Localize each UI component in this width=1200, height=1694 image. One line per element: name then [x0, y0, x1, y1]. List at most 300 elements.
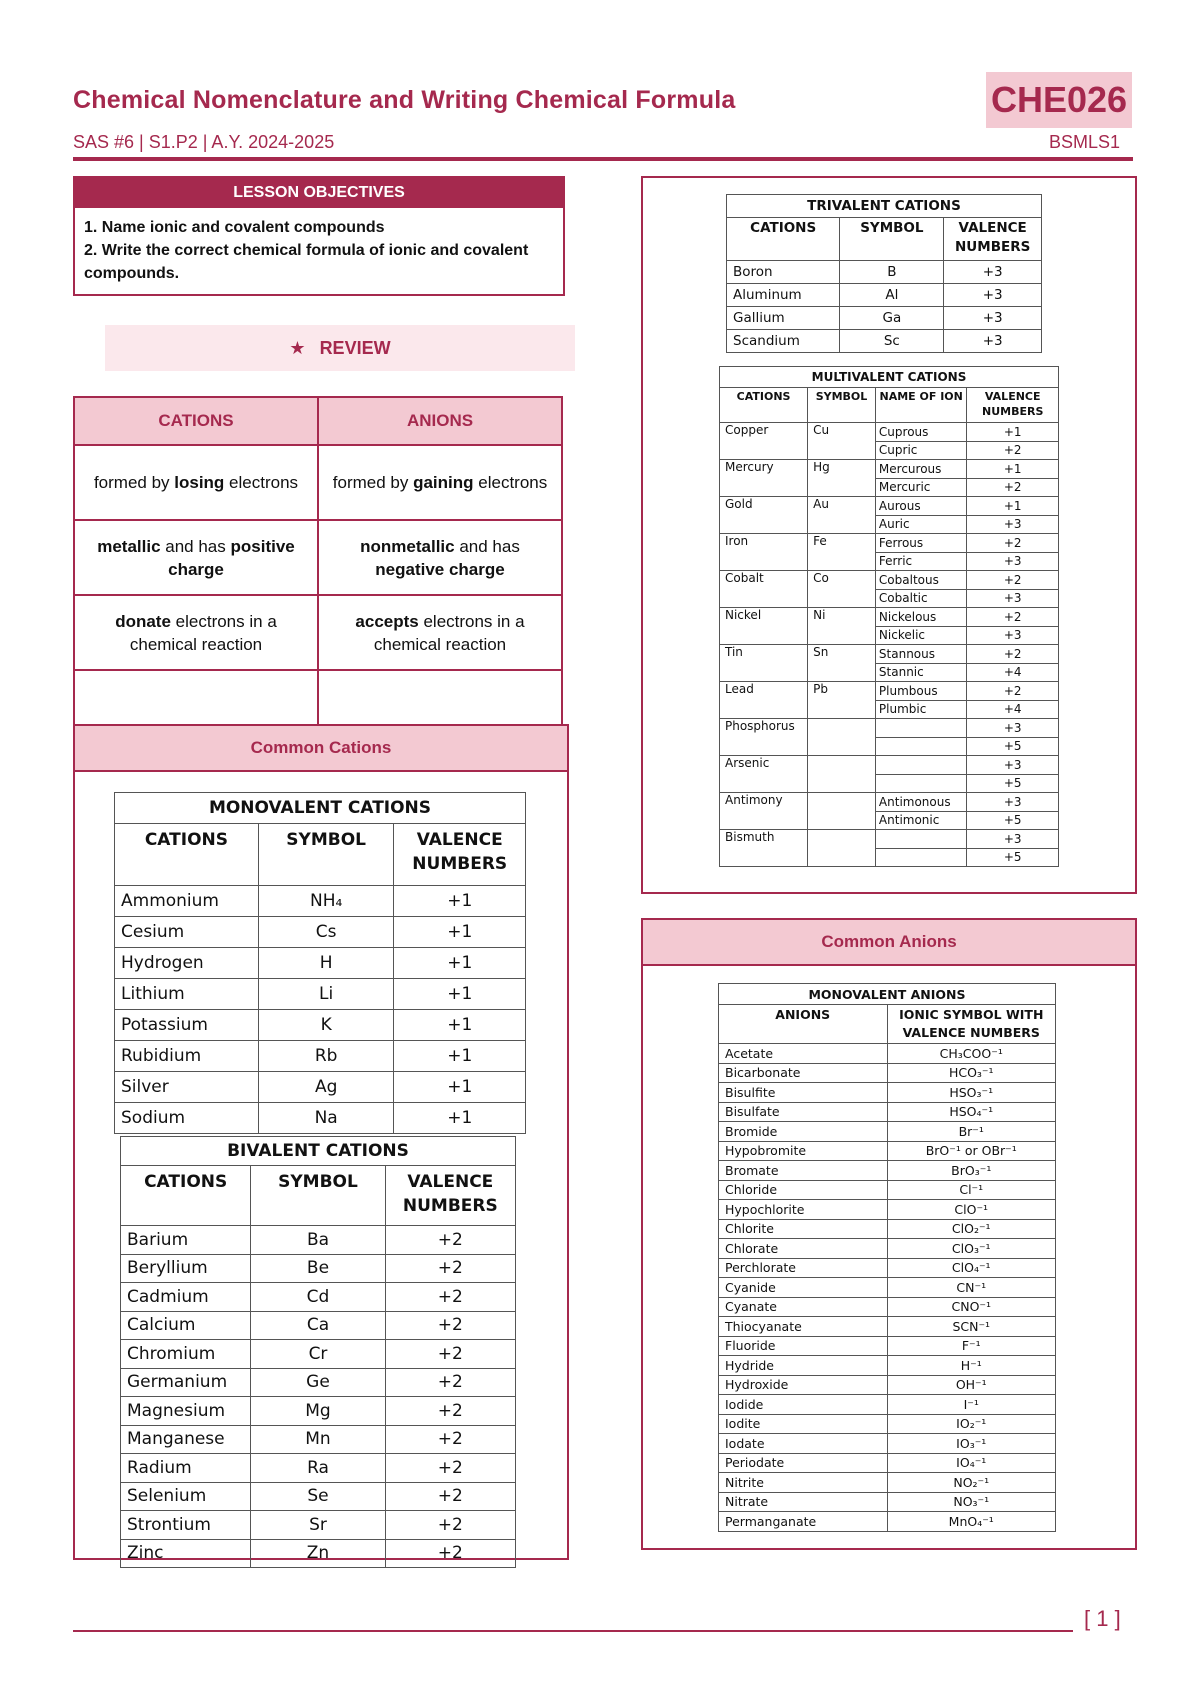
table-cell: NO₂⁻¹ [887, 1473, 1056, 1493]
ion-name-cell [875, 830, 967, 849]
table-cell: F⁻¹ [887, 1336, 1056, 1356]
comparison-header-anions: ANIONS [318, 397, 562, 445]
table-row [719, 1375, 1056, 1395]
table-cell: BrO⁻¹ or OBr⁻¹ [887, 1141, 1056, 1161]
table-cell: Sc [840, 330, 944, 353]
star-icon: ★ [289, 337, 306, 358]
table-row [727, 330, 1042, 353]
ion-name-cell: Mercurous [875, 460, 967, 479]
column-header: CATIONS [121, 1166, 251, 1226]
comparison-text: and has [454, 536, 520, 556]
column-header: VALENCE NUMBERS [944, 218, 1042, 261]
ion-name-cell: Auric [875, 515, 967, 534]
column-header: SYMBOL [840, 218, 944, 261]
common-cations-heading: Common Cations [75, 726, 567, 772]
comparison-emphasis: donate [115, 611, 171, 631]
table-cell: B [840, 261, 944, 284]
table-cell: Iodate [719, 1434, 888, 1454]
table-cell: Germanium [121, 1368, 251, 1397]
table-cell: +2 [385, 1283, 515, 1312]
table-row [121, 1511, 516, 1540]
table-row [720, 756, 1059, 775]
valence-cell: +3 [967, 719, 1059, 738]
table-cell: H [258, 948, 394, 979]
table-row [719, 1492, 1056, 1512]
ion-name-cell: Mercuric [875, 478, 967, 497]
column-header: VALENCE NUMBERS [967, 388, 1059, 423]
table-cell: +1 [394, 979, 526, 1010]
element-symbol-cell: Cu [808, 423, 876, 460]
table-row [719, 1239, 1056, 1259]
table-row [719, 1434, 1056, 1454]
table-cell: +1 [394, 1072, 526, 1103]
table-row [719, 1258, 1056, 1278]
table-row [727, 284, 1042, 307]
table-cell: Na [258, 1103, 394, 1134]
comparison-emphasis: accepts [355, 611, 419, 631]
valence-cell: +3 [967, 552, 1059, 571]
review-banner [105, 325, 575, 371]
comparison-text: formed by [93, 473, 175, 492]
comparison-emphasis: losing [174, 473, 225, 492]
table-row [121, 1283, 516, 1312]
table-cell: Br⁻¹ [887, 1122, 1056, 1142]
element-symbol-cell: Pb [808, 682, 876, 719]
comparison-cell [318, 595, 562, 670]
table-cell: Boron [727, 261, 840, 284]
comparison-text: formed by [332, 473, 414, 492]
table-cell: Thiocyanate [719, 1317, 888, 1337]
ion-name-cell: Nickelous [875, 608, 967, 627]
column-header: VALENCE NUMBERS [394, 824, 526, 886]
table-row [720, 608, 1059, 627]
table-cell: Silver [115, 1072, 259, 1103]
valence-cell: +4 [967, 663, 1059, 682]
table-cell: Se [251, 1482, 385, 1511]
valence-cell: +2 [967, 441, 1059, 460]
page-number: [ 1 ] [1084, 1606, 1121, 1631]
table-cell: Permanganate [719, 1512, 888, 1532]
column-header: SYMBOL [251, 1166, 385, 1226]
element-name-cell: Tin [720, 645, 808, 682]
course-code-badge: CHE026 [986, 72, 1132, 128]
table-cell: IO₃⁻¹ [887, 1434, 1056, 1454]
table-cell: +2 [385, 1425, 515, 1454]
table-cell: +2 [385, 1311, 515, 1340]
valence-cell: +3 [967, 756, 1059, 775]
table-cell: Hypobromite [719, 1141, 888, 1161]
table-cell: Chlorite [719, 1219, 888, 1239]
table-row [115, 917, 526, 948]
table-caption: BIVALENT CATIONS [121, 1137, 516, 1166]
table-cell: Magnesium [121, 1397, 251, 1426]
table-cell: Be [251, 1254, 385, 1283]
table-cell: +3 [944, 261, 1042, 284]
table-caption: MULTIVALENT CATIONS [720, 367, 1059, 388]
table-row [115, 886, 526, 917]
table-row [720, 645, 1059, 664]
comparison-emphasis: gaining [413, 473, 474, 492]
table-cell: Bromate [719, 1161, 888, 1181]
table-cell: +1 [394, 1103, 526, 1134]
valence-cell: +2 [967, 478, 1059, 497]
element-name-cell: Bismuth [720, 830, 808, 867]
table-cell: Mn [251, 1425, 385, 1454]
valence-cell: +5 [967, 737, 1059, 756]
table-cell: Nitrite [719, 1473, 888, 1493]
column-header: NAME OF ION [875, 388, 967, 423]
table-row [720, 497, 1059, 516]
valence-cell: +2 [967, 608, 1059, 627]
table-cell: Cl⁻¹ [887, 1180, 1056, 1200]
table-row [121, 1254, 516, 1283]
table-cell: Bicarbonate [719, 1063, 888, 1083]
table-row [720, 460, 1059, 479]
program-label: BSMLS1 [1048, 132, 1120, 152]
table-cell: Ge [251, 1368, 385, 1397]
column-header: SYMBOL [258, 824, 394, 886]
table-cell: Cd [251, 1283, 385, 1312]
table-row [115, 979, 526, 1010]
table-cell: Fluoride [719, 1336, 888, 1356]
element-symbol-cell [808, 830, 876, 867]
review-label: REVIEW [319, 337, 391, 358]
table-cell: Perchlorate [719, 1258, 888, 1278]
column-header: VALENCE NUMBERS [385, 1166, 515, 1226]
element-name-cell: Cobalt [720, 571, 808, 608]
table-cell: Bromide [719, 1122, 888, 1142]
valence-cell: +3 [967, 793, 1059, 812]
valence-cell: +3 [967, 830, 1059, 849]
table-cell: Li [258, 979, 394, 1010]
table-cell: K [258, 1010, 394, 1041]
cations-anions-comparison-table [73, 396, 563, 746]
table-cell: IO₂⁻¹ [887, 1414, 1056, 1434]
table-cell: Radium [121, 1454, 251, 1483]
footer-rule [73, 1630, 1073, 1632]
table-cell: Ag [258, 1072, 394, 1103]
table-row [719, 1161, 1056, 1181]
comparison-text: electrons in a chemical reaction [373, 611, 525, 654]
table-cell: Iodite [719, 1414, 888, 1434]
table-row [720, 423, 1059, 442]
ion-name-cell: Ferrous [875, 534, 967, 553]
comparison-text: electrons [224, 473, 299, 492]
table-cell: Calcium [121, 1311, 251, 1340]
table-cell: Ra [251, 1454, 385, 1483]
table-row [719, 1200, 1056, 1220]
table-cell: Cadmium [121, 1283, 251, 1312]
element-name-cell: Antimony [720, 793, 808, 830]
column-header: SYMBOL [808, 388, 876, 423]
table-row [719, 1219, 1056, 1239]
column-header: ANIONS [719, 1005, 888, 1044]
element-name-cell: Gold [720, 497, 808, 534]
table-cell: BrO₃⁻¹ [887, 1161, 1056, 1181]
column-header: CATIONS [727, 218, 840, 261]
table-cell: Scandium [727, 330, 840, 353]
table-cell: +2 [385, 1511, 515, 1540]
valence-cell: +2 [967, 534, 1059, 553]
table-cell: Ca [251, 1311, 385, 1340]
table-cell: Bisulfite [719, 1083, 888, 1103]
table-cell: Acetate [719, 1044, 888, 1064]
table-cell: NH₄ [258, 886, 394, 917]
comparison-cell [318, 445, 562, 520]
table-cell: ClO₄⁻¹ [887, 1258, 1056, 1278]
table-row [719, 1102, 1056, 1122]
table-cell: Hydrogen [115, 948, 259, 979]
table-cell: +1 [394, 1010, 526, 1041]
table-cell: H⁻¹ [887, 1356, 1056, 1376]
valence-cell: +2 [967, 645, 1059, 664]
table-cell: Cs [258, 917, 394, 948]
table-cell: Ga [840, 307, 944, 330]
document-subtitle: SAS #6 | S1.P2 | A.Y. 2024-2025 [73, 132, 335, 152]
column-header: CATIONS [720, 388, 808, 423]
table-cell: ClO₂⁻¹ [887, 1219, 1056, 1239]
monovalent-cations-table [114, 792, 526, 1134]
table-cell: Potassium [115, 1010, 259, 1041]
table-cell: CN⁻¹ [887, 1278, 1056, 1298]
element-symbol-cell [808, 793, 876, 830]
comparison-cell [74, 445, 318, 520]
ion-name-cell: Cuprous [875, 423, 967, 442]
table-cell: Zinc [121, 1539, 251, 1568]
table-cell: HSO₄⁻¹ [887, 1102, 1056, 1122]
table-row [719, 1512, 1056, 1532]
comparison-emphasis: negative charge [375, 559, 505, 579]
table-cell: Hypochlorite [719, 1200, 888, 1220]
table-row [727, 261, 1042, 284]
common-anions-heading: Common Anions [643, 920, 1135, 966]
table-cell: +2 [385, 1368, 515, 1397]
lesson-objectives-heading: LESSON OBJECTIVES [75, 178, 563, 208]
valence-cell: +3 [967, 589, 1059, 608]
valence-cell: +5 [967, 811, 1059, 830]
table-row [719, 1122, 1056, 1142]
ion-name-cell: Stannic [875, 663, 967, 682]
table-cell: Hydroxide [719, 1375, 888, 1395]
table-row [719, 1453, 1056, 1473]
column-header: IONIC SYMBOL WITH VALENCE NUMBERS [887, 1005, 1056, 1044]
ion-name-cell [875, 774, 967, 793]
trivalent-cations-table [726, 194, 1042, 353]
table-cell: Bisulfate [719, 1102, 888, 1122]
table-row [121, 1425, 516, 1454]
table-cell: +2 [385, 1254, 515, 1283]
table-cell: +2 [385, 1340, 515, 1369]
table-cell: MnO₄⁻¹ [887, 1512, 1056, 1532]
table-cell: Barium [121, 1226, 251, 1255]
monovalent-anions-table [718, 983, 1056, 1532]
table-cell: +2 [385, 1482, 515, 1511]
comparison-header-cations: CATIONS [74, 397, 318, 445]
ion-name-cell [875, 756, 967, 775]
table-cell: Iodide [719, 1395, 888, 1415]
valence-cell: +4 [967, 700, 1059, 719]
table-cell: Ba [251, 1226, 385, 1255]
table-row [720, 571, 1059, 590]
table-cell: +2 [385, 1454, 515, 1483]
table-row [121, 1226, 516, 1255]
table-cell: Cesium [115, 917, 259, 948]
objective-item-2: 2. Write the correct chemical formula of ionic and covalent compounds. [84, 242, 529, 282]
table-cell: +2 [385, 1539, 515, 1568]
table-row [719, 1141, 1056, 1161]
table-caption: TRIVALENT CATIONS [727, 195, 1042, 218]
table-row [115, 948, 526, 979]
table-row [121, 1340, 516, 1369]
table-cell: Rubidium [115, 1041, 259, 1072]
multivalent-cations-table [719, 366, 1059, 867]
table-row [720, 682, 1059, 701]
element-name-cell: Nickel [720, 608, 808, 645]
table-cell: ClO⁻¹ [887, 1200, 1056, 1220]
table-row [115, 1103, 526, 1134]
table-row [719, 1356, 1056, 1376]
element-symbol-cell: Hg [808, 460, 876, 497]
table-cell: CH₃COO⁻¹ [887, 1044, 1056, 1064]
table-row [719, 1044, 1056, 1064]
comparison-text: and has [160, 536, 231, 556]
table-cell: Al [840, 284, 944, 307]
table-row [720, 793, 1059, 812]
table-cell: Gallium [727, 307, 840, 330]
table-cell: +2 [385, 1397, 515, 1426]
table-row [121, 1397, 516, 1426]
table-cell: +1 [394, 948, 526, 979]
element-symbol-cell: Au [808, 497, 876, 534]
comparison-emphasis: nonmetallic [360, 536, 455, 556]
table-cell: OH⁻¹ [887, 1375, 1056, 1395]
ion-name-cell: Ferric [875, 552, 967, 571]
comparison-text: electrons in a chemical reaction [129, 611, 277, 654]
valence-cell: +1 [967, 460, 1059, 479]
table-cell: Cyanate [719, 1297, 888, 1317]
table-cell: Mg [251, 1397, 385, 1426]
table-cell: Sodium [115, 1103, 259, 1134]
table-row [719, 1278, 1056, 1298]
ion-name-cell [875, 848, 967, 867]
table-cell: Ammonium [115, 886, 259, 917]
element-name-cell: Mercury [720, 460, 808, 497]
ion-name-cell [875, 719, 967, 738]
table-caption: MONOVALENT ANIONS [719, 984, 1056, 1005]
document-title: Chemical Nomenclature and Writing Chemical Formula [73, 86, 736, 114]
table-cell: ClO₃⁻¹ [887, 1239, 1056, 1259]
table-cell: I⁻¹ [887, 1395, 1056, 1415]
comparison-text: electrons [473, 473, 548, 492]
table-cell: Chromium [121, 1340, 251, 1369]
element-symbol-cell: Co [808, 571, 876, 608]
table-cell: Cyanide [719, 1278, 888, 1298]
table-row [719, 1083, 1056, 1103]
ion-name-cell: Cupric [875, 441, 967, 460]
table-row [121, 1482, 516, 1511]
table-caption: MONOVALENT CATIONS [115, 793, 526, 824]
table-cell: Lithium [115, 979, 259, 1010]
table-row [121, 1454, 516, 1483]
table-row [121, 1368, 516, 1397]
element-name-cell: Phosphorus [720, 719, 808, 756]
element-name-cell: Copper [720, 423, 808, 460]
table-cell: +3 [944, 307, 1042, 330]
element-name-cell: Iron [720, 534, 808, 571]
comparison-cell [318, 520, 562, 595]
table-row [719, 1414, 1056, 1434]
bivalent-cations-table [120, 1136, 516, 1568]
table-row [115, 1072, 526, 1103]
table-cell: Strontium [121, 1511, 251, 1540]
table-row [720, 830, 1059, 849]
table-cell: Nitrate [719, 1492, 888, 1512]
table-cell: IO₄⁻¹ [887, 1453, 1056, 1473]
table-row [719, 1395, 1056, 1415]
ion-name-cell: Plumbic [875, 700, 967, 719]
element-symbol-cell: Sn [808, 645, 876, 682]
table-cell: Chloride [719, 1180, 888, 1200]
table-cell: Hydride [719, 1356, 888, 1376]
ion-name-cell [875, 737, 967, 756]
table-cell: Chlorate [719, 1239, 888, 1259]
table-cell: Zn [251, 1539, 385, 1568]
ion-name-cell: Cobaltous [875, 571, 967, 590]
valence-cell: +1 [967, 497, 1059, 516]
table-cell: Sr [251, 1511, 385, 1540]
column-header: CATIONS [115, 824, 259, 886]
table-cell: SCN⁻¹ [887, 1317, 1056, 1337]
valence-cell: +5 [967, 848, 1059, 867]
element-symbol-cell: Ni [808, 608, 876, 645]
ion-name-cell: Cobaltic [875, 589, 967, 608]
objective-item-1: 1. Name ionic and covalent compounds [84, 219, 385, 236]
ion-name-cell: Antimonic [875, 811, 967, 830]
valence-cell: +3 [967, 626, 1059, 645]
table-row [115, 1041, 526, 1072]
table-cell: Selenium [121, 1482, 251, 1511]
table-row [121, 1539, 516, 1568]
comparison-emphasis: metallic [97, 536, 161, 556]
table-cell: Manganese [121, 1425, 251, 1454]
table-cell: HCO₃⁻¹ [887, 1063, 1056, 1083]
element-name-cell: Lead [720, 682, 808, 719]
valence-cell: +1 [967, 423, 1059, 442]
ion-name-cell: Stannous [875, 645, 967, 664]
valence-cell: +5 [967, 774, 1059, 793]
comparison-emphasis: positive charge [168, 536, 295, 579]
table-row [719, 1297, 1056, 1317]
comparison-cell [74, 595, 318, 670]
lesson-objectives-box [73, 176, 565, 296]
table-cell: Periodate [719, 1453, 888, 1473]
element-symbol-cell [808, 756, 876, 793]
table-row [719, 1317, 1056, 1337]
table-row [121, 1311, 516, 1340]
ion-name-cell: Antimonous [875, 793, 967, 812]
table-cell: NO₃⁻¹ [887, 1492, 1056, 1512]
comparison-cell [74, 520, 318, 595]
table-row [719, 1336, 1056, 1356]
element-symbol-cell [808, 719, 876, 756]
ion-name-cell: Aurous [875, 497, 967, 516]
table-cell: Rb [258, 1041, 394, 1072]
table-row [719, 1180, 1056, 1200]
table-cell: +1 [394, 886, 526, 917]
valence-cell: +3 [967, 515, 1059, 534]
table-cell: +3 [944, 330, 1042, 353]
table-cell: +1 [394, 1041, 526, 1072]
